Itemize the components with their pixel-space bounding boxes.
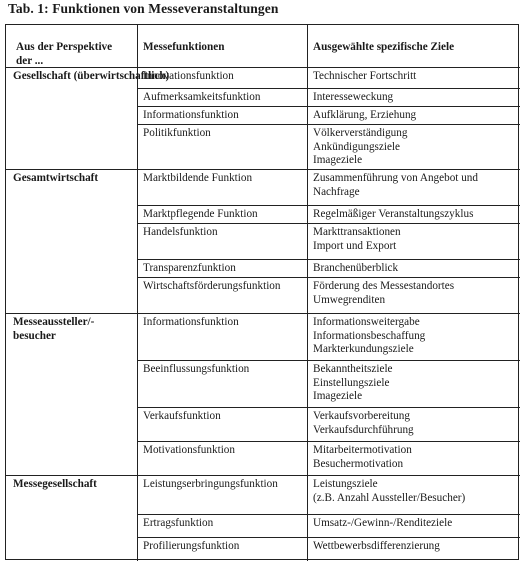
row-divider — [137, 259, 520, 260]
function-cell: Wirtschaftsförderungsfunktion — [143, 280, 281, 292]
goals-cell: Markttransaktionen Import und Export — [313, 226, 401, 252]
goals-cell: Umsatz-/Gewinn-/Renditeziele — [313, 517, 453, 529]
goals-cell: Technischer Fortschritt — [313, 70, 417, 82]
row-divider — [137, 88, 520, 89]
function-cell: Politikfunktion — [143, 127, 211, 139]
function-cell: Marktpflegende Funktion — [143, 208, 258, 220]
table-caption: Tab. 1: Funktionen von Messeveranstaltungen — [8, 1, 279, 16]
function-cell: Innovationsfunktion — [143, 70, 234, 82]
goals-cell: Interesseweckung — [313, 91, 394, 103]
header-perspective: Aus der Perspektive der ... — [16, 41, 113, 67]
row-divider — [137, 223, 520, 224]
goals-cell: Leistungsziele (z.B. Anzahl Aussteller/Besucher) — [313, 478, 466, 504]
row-divider — [137, 441, 520, 442]
function-cell: Motivationsfunktion — [143, 444, 235, 456]
goals-cell: Völkerverständigung Ankündigungsziele Imageziele — [313, 127, 408, 167]
function-cell: Marktbildende Funktion — [143, 172, 253, 184]
goals-cell: Bekanntheitsziele Einstellungsziele Imageziele — [313, 363, 393, 403]
row-divider — [137, 106, 520, 107]
function-cell: Informationsfunktion — [143, 316, 239, 328]
goals-cell: Informationsweitergabe Informationsbeschaffung Markterkundungsziele — [313, 316, 426, 356]
functions-table — [5, 24, 519, 560]
group-divider — [6, 475, 520, 476]
header-divider — [6, 67, 520, 68]
goals-cell: Regelmäßiger Veranstaltungszyklus — [313, 208, 474, 220]
function-cell: Aufmerksamkeitsfunktion — [143, 91, 261, 103]
function-cell: Handelsfunktion — [143, 226, 218, 238]
group-divider — [6, 169, 520, 170]
goals-cell: Branchenüberblick — [313, 262, 399, 274]
row-divider — [137, 537, 520, 538]
row-divider — [137, 277, 520, 278]
function-cell: Transparenzfunktion — [143, 262, 236, 274]
perspective-label: Gesellschaft (überwirtschaftlich) — [13, 70, 170, 82]
function-cell: Verkaufsfunktion — [143, 410, 221, 422]
row-divider — [137, 514, 520, 515]
goals-cell: Verkaufsvorbereitung Verkaufsdurchführung — [313, 410, 414, 436]
row-divider — [137, 205, 520, 206]
perspective-label: Gesamtwirtschaft — [13, 172, 99, 184]
function-cell: Beeinflussungsfunktion — [143, 363, 250, 375]
row-divider — [137, 124, 520, 125]
perspective-label: Messegesellschaft — [13, 478, 97, 490]
goals-cell: Wettbewerbsdifferenzierung — [313, 540, 440, 552]
header-goals: Ausgewählte spezifische Ziele — [313, 41, 455, 53]
group-divider — [6, 313, 520, 314]
goals-cell: Mitarbeitermotivation Besuchermotivation — [313, 444, 412, 470]
function-cell: Informationsfunktion — [143, 109, 239, 121]
row-divider — [137, 360, 520, 361]
goals-cell: Zusammenführung von Angebot und Nachfrage — [313, 172, 478, 198]
goals-cell: Förderung des Messestandortes Umwegrenditen — [313, 280, 455, 306]
row-divider — [137, 407, 520, 408]
header-functions: Messefunktionen — [143, 41, 225, 53]
goals-cell: Aufklärung, Erziehung — [313, 109, 417, 121]
function-cell: Profilierungsfunktion — [143, 540, 240, 552]
function-cell: Leistungserbringungsfunktion — [143, 478, 278, 490]
function-cell: Ertragsfunktion — [143, 517, 214, 529]
perspective-label: Messeaussteller/- besucher — [13, 316, 95, 342]
